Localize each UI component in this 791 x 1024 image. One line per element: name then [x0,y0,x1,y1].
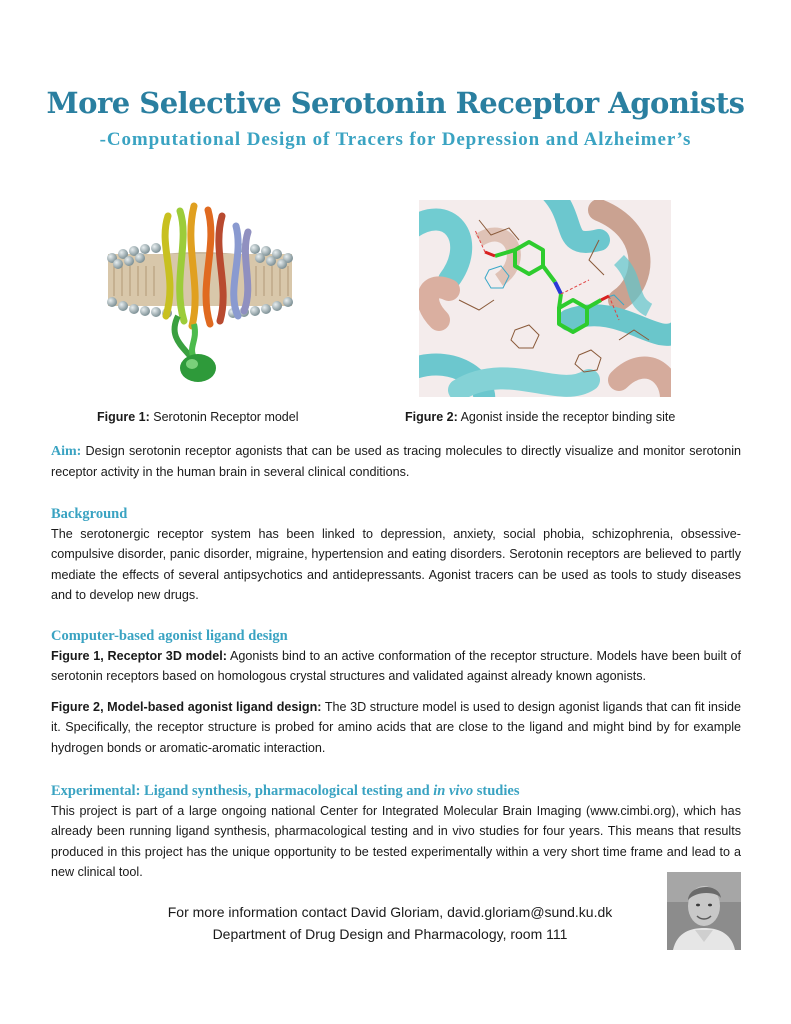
figure-1-text: Serotonin Receptor model [149,410,299,424]
figure-1-caption [97,410,299,424]
figure-1-description-text: Agonists bind to an active conformation of the receptor structure. Models have been built of serotonin receptors based on homologous crystal structures and validated against already known agonists. [51,649,741,684]
aim-paragraph [51,441,741,483]
figure-2-label: Figure 2: [405,410,458,424]
figure-1-description-label: Figure 1, Receptor 3D model: [51,649,227,663]
figure-2-description [51,697,741,758]
contact-line-2: Department of Drug Design and Pharmacology, room 111 [212,926,568,942]
background-heading: Background [51,506,128,522]
figure-2-description-label: Figure 2, Model-based agonist ligand design: [51,700,322,714]
figure-2-text: Agonist inside the receptor binding site [457,410,676,424]
author-photo [667,872,741,950]
experimental-heading-main: Experimental: Ligand synthesis, pharmacological testing and [51,783,434,799]
figure-2-caption [405,410,675,424]
aim-text: Design serotonin receptor agonists that can be used as tracing molecules to directly visualize and monitor serotonin receptor activity in the human brain in several clinical conditions. [51,444,741,480]
background-paragraph: The serotonergic receptor system has been linked to depression, anxiety, social phobia, schizophrenia, obsessive-compulsive disorder, panic disorder, migraine, hypertension and eating disorders. Serotonin receptors are believed to partly mediate the effects of several antipsychotics and antidepressants. Agonist tracers can be used as tools to study diseases and to develop new drugs. [51,527,741,602]
agonist-binding-site-image [419,200,671,397]
figure-2-description-text: The 3D structure model is used to design agonist ligands that can fit inside it. Specifically, the receptor structure is probed for amino acids that are close to the ligand and might bind by for example hydrogen bonds or aromatic-aromatic interaction. [51,700,741,755]
experimental-heading-italic: in vivo [433,783,474,799]
page-subtitle: -Computational Design of Tracers for Depression and Alzheimer’s [99,129,692,150]
figure-1-description [51,646,741,687]
contact-info [150,901,630,945]
contact-line-1: For more information contact David Gloriam, david.gloriam@sund.ku.dk [167,904,613,920]
experimental-heading [51,783,519,800]
serotonin-receptor-model-image [98,196,303,391]
aim-label: Aim: [51,444,82,459]
figure-1-label: Figure 1: [97,410,150,424]
computer-design-heading: Computer-based agonist ligand design [51,628,288,644]
experimental-heading-end: studies [473,783,520,799]
experimental-paragraph: This project is part of a large ongoing national Center for Integrated Molecular Brain Imaging (www.cimbi.org), which has already been running ligand synthesis, pharmacological testing and in vivo studies for four years. This means that results produced in this project has the unique opportunity to be tested experimentally within a very short time frame and lead to a new clinical tool. [51,804,741,879]
page-title: More Selective Serotonin Receptor Agonists [46,86,745,120]
